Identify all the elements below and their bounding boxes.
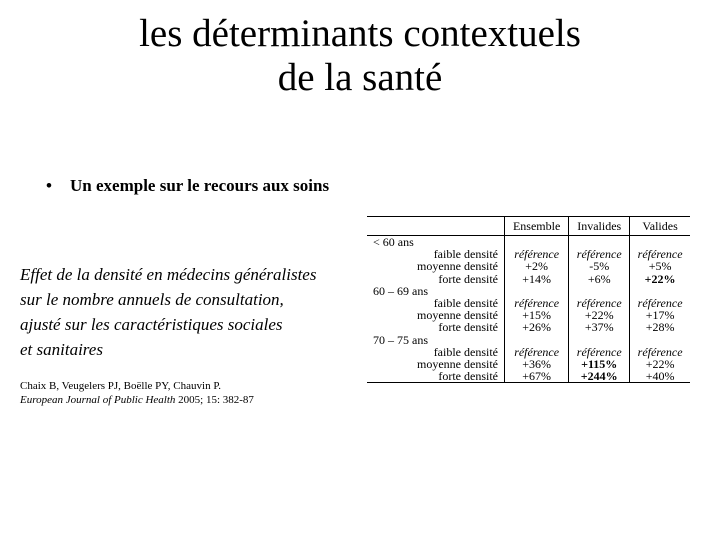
caption-line: ajusté sur les caractéristiques sociales: [20, 315, 283, 334]
row-label: faible densité: [433, 247, 498, 262]
citation-source: [20, 393, 254, 407]
age-group-label: 60 – 69 ans: [373, 283, 428, 298]
cell: référence: [630, 297, 690, 309]
caption-line: Effet de la densité en médecins généralistes: [20, 265, 317, 284]
row-label: faible densité: [433, 296, 498, 311]
citation-journal: European Journal of Public Health: [20, 394, 176, 406]
cell: référence: [505, 297, 569, 309]
cell: référence: [569, 297, 630, 309]
group-row: [367, 334, 690, 346]
table-header-empty: [367, 217, 505, 236]
table-caption: [20, 262, 380, 362]
row-label: moyenne densité: [417, 356, 498, 371]
cell: +26%: [505, 321, 569, 333]
cell: -5%: [569, 260, 630, 272]
table-row: [367, 260, 690, 272]
bullet-point: [46, 176, 329, 196]
cell-significant: +244%: [569, 370, 630, 383]
cell: référence: [569, 346, 630, 358]
table-header-invalides: Invalides: [569, 217, 630, 236]
cell: +22%: [569, 309, 630, 321]
citation-authors: Chaix B, Veugelers PJ, Boëlle PY, Chauvin P.: [20, 380, 221, 392]
cell: référence: [630, 346, 690, 358]
citation: [20, 379, 254, 407]
row-label: moyenne densité: [417, 308, 498, 323]
table-header-row: [367, 217, 690, 236]
cell: +2%: [505, 260, 569, 272]
cell: +40%: [630, 370, 690, 383]
title-line-2: de la santé: [277, 56, 443, 99]
cell: référence: [569, 248, 630, 260]
table-row: [367, 273, 690, 285]
bullet-text: Un exemple sur le recours aux soins: [70, 176, 330, 195]
table-header-ensemble: Ensemble: [505, 217, 569, 236]
cell: +17%: [630, 309, 690, 321]
caption-line: sur le nombre annuels de consultation,: [20, 290, 284, 309]
age-group-label: 70 – 75 ans: [373, 332, 428, 347]
slide-title: [0, 12, 720, 100]
cell: +22%: [630, 358, 690, 370]
table-row: [367, 321, 690, 333]
cell: +14%: [505, 273, 569, 285]
results-table: [367, 216, 690, 383]
table-row: [367, 370, 690, 383]
row-label: forte densité: [438, 271, 498, 286]
cell: référence: [505, 248, 569, 260]
group-row: [367, 236, 690, 249]
cell: +5%: [630, 260, 690, 272]
citation-details: 2005; 15: 382-87: [175, 394, 254, 406]
age-group-label: < 60 ans: [373, 235, 414, 250]
cell: +6%: [569, 273, 630, 285]
cell: +67%: [505, 370, 569, 383]
caption-line: et sanitaires: [20, 340, 103, 359]
table-header-valides: Valides: [630, 217, 690, 236]
cell: +28%: [630, 321, 690, 333]
cell: +15%: [505, 309, 569, 321]
cell: +37%: [569, 321, 630, 333]
bullet-symbol: •: [46, 176, 52, 195]
title-line-1: les déterminants contextuels: [139, 12, 581, 55]
row-label: moyenne densité: [417, 259, 498, 274]
row-label: forte densité: [367, 370, 505, 383]
cell: +36%: [505, 358, 569, 370]
row-label: forte densité: [438, 320, 498, 335]
cell: référence: [505, 346, 569, 358]
cell-significant: +115%: [569, 358, 630, 370]
row-label: faible densité: [433, 344, 498, 359]
cell: référence: [630, 248, 690, 260]
cell-significant: +22%: [630, 273, 690, 285]
